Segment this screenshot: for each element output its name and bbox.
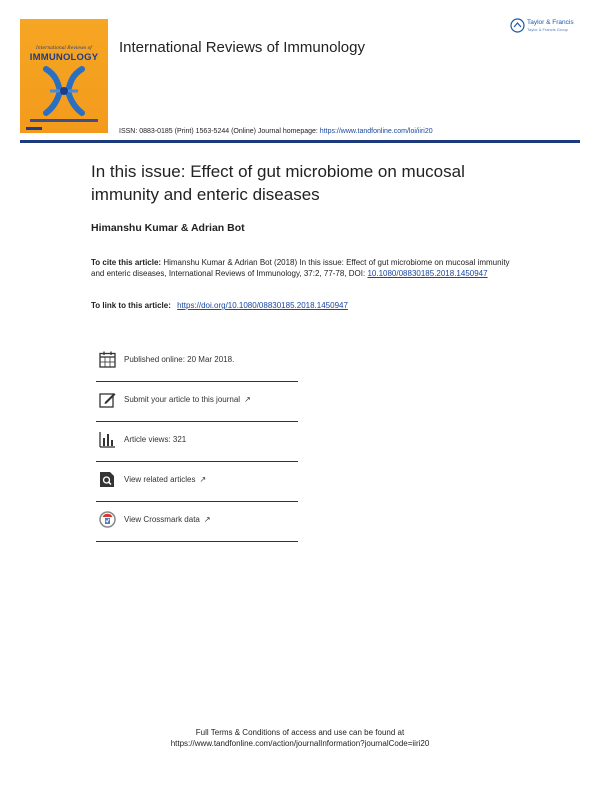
journal-title[interactable]: International Reviews of Immunology (119, 39, 365, 56)
published-online-text: Published online: 20 Mar 2018. (124, 355, 235, 364)
published-online-row (96, 342, 298, 382)
cover-band (30, 119, 98, 122)
related-articles-label: View related articles (124, 475, 196, 484)
external-link-icon: ↗ (203, 515, 211, 524)
crossmark-link[interactable] (124, 515, 211, 524)
article-views-row (96, 422, 298, 462)
citation-label: To cite this article: (91, 258, 162, 267)
publisher-logo[interactable] (510, 18, 585, 36)
article-title: In this issue: Effect of gut microbiome on mucosal immunity and enteric diseases (91, 162, 465, 204)
footer (0, 727, 600, 749)
cover-publisher-mark (26, 127, 42, 130)
external-link-icon: ↗ (199, 475, 207, 484)
citation-doi-link[interactable]: 10.1080/08830185.2018.1450947 (367, 269, 488, 278)
article-doi-url[interactable]: https://doi.org/10.1080/08830185.2018.1450947 (177, 301, 348, 310)
edit-icon (99, 391, 116, 408)
related-articles-link[interactable] (124, 475, 206, 484)
header-divider (20, 140, 580, 143)
issn-line (119, 128, 433, 135)
submit-article-link[interactable] (124, 395, 251, 404)
calendar-icon (99, 351, 116, 368)
link-to-article (91, 301, 348, 310)
issn-text: ISSN: 0883-0185 (Print) 1563-5244 (Online) Journal homepage: (119, 128, 318, 135)
journal-homepage-link[interactable]: https://www.tandfonline.com/loi/iiri20 (319, 128, 433, 135)
publisher-logo-icon (510, 18, 525, 33)
bar-chart-icon (99, 431, 116, 448)
citation-text: Himanshu Kumar & Adrian Bot (2018) In this issue: Effect of gut microbiome on mucosal immunity and enteric diseases, International Reviews of Immunology, 37:2, 77-78, DOI: (91, 258, 510, 278)
publisher-name: Taylor & Francis (527, 19, 574, 26)
submit-article-label: Submit your article to this journal (124, 395, 241, 404)
crossmark-label: View Crossmark data (124, 515, 200, 524)
cover-subtitle: International Reviews of (36, 46, 92, 51)
publisher-subname: Taylor & Francis Group (527, 27, 568, 32)
external-link-icon: ↗ (244, 395, 251, 404)
cover-antibody-art (36, 65, 92, 117)
crossmark-icon (99, 511, 116, 528)
link-to-article-label: To link to this article: (91, 301, 171, 310)
crossmark-row[interactable] (96, 502, 298, 542)
search-document-icon (99, 471, 116, 488)
related-articles-row[interactable] (96, 462, 298, 502)
footer-journal-info-url[interactable]: https://www.tandfonline.com/action/journalInformation?journalCode=iiri20 (170, 739, 430, 748)
footer-terms-text: Full Terms & Conditions of access and use can be found at (195, 728, 405, 737)
submit-article-row[interactable] (96, 382, 298, 422)
cover-title: IMMUNOLOGY (29, 52, 99, 63)
article-authors: Himanshu Kumar & Adrian Bot (91, 222, 245, 234)
article-views-text: Article views: 321 (124, 435, 187, 444)
citation-block (91, 257, 521, 279)
journal-cover-image (20, 19, 108, 133)
